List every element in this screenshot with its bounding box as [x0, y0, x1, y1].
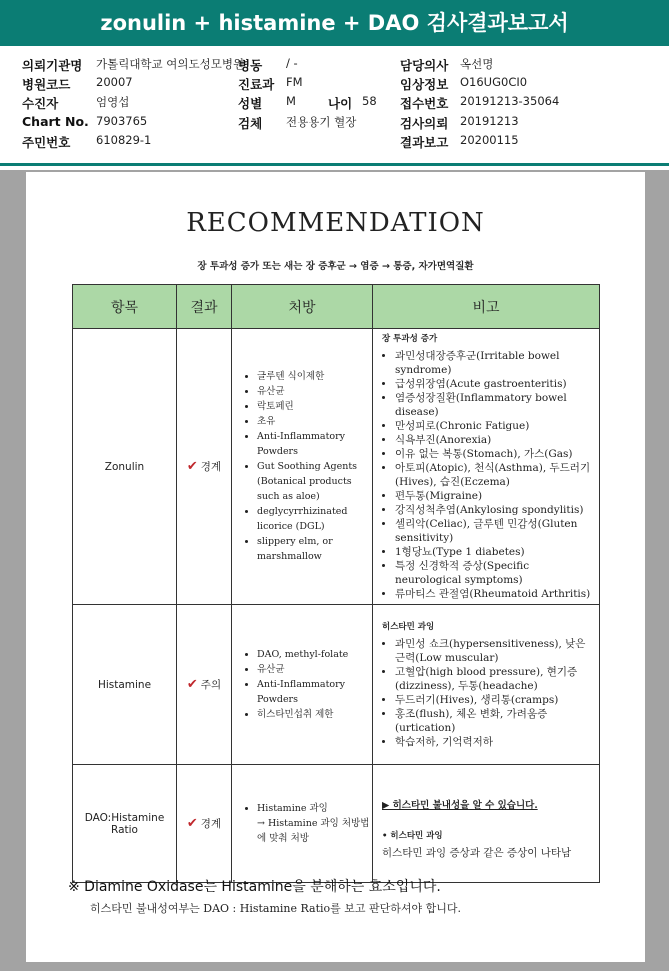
report-date-label: 결과보고 [400, 135, 449, 150]
row-note [373, 329, 600, 605]
header-result: 결과 [177, 285, 232, 329]
ward-label: 병동 [238, 58, 263, 73]
table-row [73, 605, 600, 765]
result-text: 주의 [200, 679, 222, 691]
list-item: • 식욕부진(Anorexia) [395, 433, 593, 447]
checkmark-icon: ✔ [186, 677, 198, 692]
table-header-row [73, 285, 600, 329]
rrn-label: 주민번호 [22, 135, 71, 150]
rx-line: Histamine 과잉 [257, 803, 328, 814]
reception-label: 접수번호 [400, 96, 449, 111]
row-result [177, 605, 232, 765]
report-date-value: 20200115 [460, 133, 519, 147]
row-item: DAO:Histamine Ratio [73, 765, 177, 883]
list-item: • slippery elm, or marshmallow [257, 534, 371, 564]
list-item: • 급성위장염(Acute gastroenteritis) [395, 377, 593, 391]
checkmark-icon: ✔ [186, 459, 198, 474]
list-item: • 히스타민섭취 제한 [257, 707, 371, 722]
list-item: • DAO, methyl-folate [257, 647, 371, 662]
list-item: • 편두통(Migraine) [395, 489, 593, 503]
specimen-value: 전용용기 혈장 [286, 115, 357, 129]
age-label: 나이 [328, 96, 353, 111]
table-row [73, 329, 600, 605]
request-date-value: 20191213 [460, 114, 519, 128]
list-item: • Gut Soothing Agents (Botanical products such as aloe) [257, 459, 371, 504]
rx-line: → Histamine 과잉 처방법에 맞춰 처방 [257, 818, 370, 844]
hospital-code-label: 병원코드 [22, 77, 71, 92]
report-title: zonulin + histamine + DAO 검사결과보고서 [0, 0, 669, 46]
row-result [177, 765, 232, 883]
note-title: • 히스타민 과잉 [382, 831, 443, 841]
recommendation-subtitle: 장 투과성 증가 또는 새는 장 증후군 → 염증 → 통증, 자가면역질환 [197, 261, 474, 272]
scrollbar-track[interactable] [645, 172, 669, 971]
sex-label: 성별 [238, 96, 263, 111]
result-text: 경계 [200, 818, 222, 830]
list-item: • 셀리악(Celiac), 글루텐 민감성(Gluten sensitivity) [395, 517, 593, 545]
list-item: • 이유 없는 복통(Stomach), 가스(Gas) [395, 447, 593, 461]
doctor-value: 옥선명 [460, 57, 494, 71]
list-item: • 만성피로(Chronic Fatigue) [395, 419, 593, 433]
list-item: • 글루텐 식이제한 [257, 369, 371, 384]
header-prescription: 처방 [232, 285, 373, 329]
list-item: • 1형당뇨(Type 1 diabetes) [395, 545, 593, 559]
patient-name-label: 수진자 [22, 96, 59, 111]
rrn-value: 610829-1 [96, 133, 152, 147]
institution-value: 가톨릭대학교 여의도성모병원 [96, 57, 245, 71]
list-item: • 특정 신경학적 증상(Specific neurological symptoms) [395, 559, 593, 587]
list-item: • 두드러기(Hives), 생리통(cramps) [395, 693, 593, 707]
list-item: • 유산균 [257, 662, 371, 677]
list-item: • 염증성장질환(Inflammatory bowel disease) [395, 391, 593, 419]
list-item: • 학습저하, 기억력저하 [395, 735, 593, 749]
recommendation-table [72, 284, 600, 883]
hospital-code-value: 20007 [96, 75, 133, 89]
ward-value: / - [286, 56, 298, 70]
list-item: • 류마티스 관절염(Rheumatoid Arthritis) [395, 587, 593, 601]
patient-info [0, 56, 669, 156]
list-item: • Anti-Inflammatory Powders [257, 677, 371, 707]
patient-name-value: 엄영섭 [96, 95, 130, 109]
list-item: • deglycyrrhizinated licorice (DGL) [257, 504, 371, 534]
list-item: • 과민성 쇼크(hypersensitiveness), 낮은 근력(Low muscular) [395, 637, 593, 665]
note-text: 히스타민 과잉 증상과 같은 증상이 나타남 [382, 847, 572, 859]
dao-note-line: ▶ 히스타민 불내성을 알 수 있습니다. [382, 800, 538, 811]
table-row [73, 765, 600, 883]
institution-label: 의뢰기관명 [22, 58, 83, 73]
checkmark-icon: ✔ [186, 816, 198, 831]
list-item: • 유산균 [257, 384, 371, 399]
list-item: • Anti-Inflammatory Powders [257, 429, 371, 459]
list-item: • 초유 [257, 414, 371, 429]
dept-value: FM [286, 75, 303, 89]
chart-no-label: Chart No. [22, 114, 89, 129]
row-item: Histamine [73, 605, 177, 765]
header-item: 항목 [73, 285, 177, 329]
recommendation-page [26, 172, 645, 962]
reception-value: 20191213-35064 [460, 94, 560, 108]
clinical-label: 임상정보 [400, 77, 449, 92]
list-item: • 강직성척추염(Ankylosing spondylitis) [395, 503, 593, 517]
note-title: 히스타민 과잉 [382, 622, 435, 632]
footnote-dao: ※ Diamine Oxidase는 Histamine을 분해하는 효소입니다. [68, 879, 441, 895]
specimen-label: 검체 [238, 116, 263, 131]
row-prescription [232, 329, 373, 605]
row-note [373, 765, 600, 883]
list-item: • 고혈압(high blood pressure), 현기증(dizziness), 두통(headache) [395, 665, 593, 693]
sex-value: M [286, 94, 296, 108]
dept-label: 진료과 [238, 77, 275, 92]
header-divider [0, 163, 669, 166]
list-item: • 홍조(flush), 체온 변화, 가려움증(urtication) [395, 707, 593, 735]
row-prescription [232, 765, 373, 883]
note-title: 장 투과성 증가 [382, 334, 438, 344]
note-title-text: 히스타민 과잉 [390, 831, 443, 841]
row-note [373, 605, 600, 765]
request-date-label: 검사의뢰 [400, 116, 449, 131]
list-item: • 아토피(Atopic), 천식(Asthma), 두드러기(Hives), 습진(Eczema) [395, 461, 593, 489]
list-item: • 과민성대장증후군(Irritable bowel syndrome) [395, 349, 593, 377]
recommendation-title: RECOMMENDATION [186, 208, 485, 238]
row-result [177, 329, 232, 605]
chart-no-value: 7903765 [96, 114, 148, 128]
header-note: 비고 [373, 285, 600, 329]
footnote-ratio: 히스타민 불내성여부는 DAO : Histamine Ratio를 보고 판단하셔야 합니다. [90, 902, 462, 915]
clinical-value: O16UG0CI0 [460, 75, 528, 89]
list-item [257, 801, 371, 846]
result-text: 경계 [200, 461, 222, 473]
list-item: • 락토페린 [257, 399, 371, 414]
row-prescription [232, 605, 373, 765]
doctor-label: 담당의사 [400, 58, 449, 73]
row-item: Zonulin [73, 329, 177, 605]
age-value: 58 [362, 94, 377, 108]
